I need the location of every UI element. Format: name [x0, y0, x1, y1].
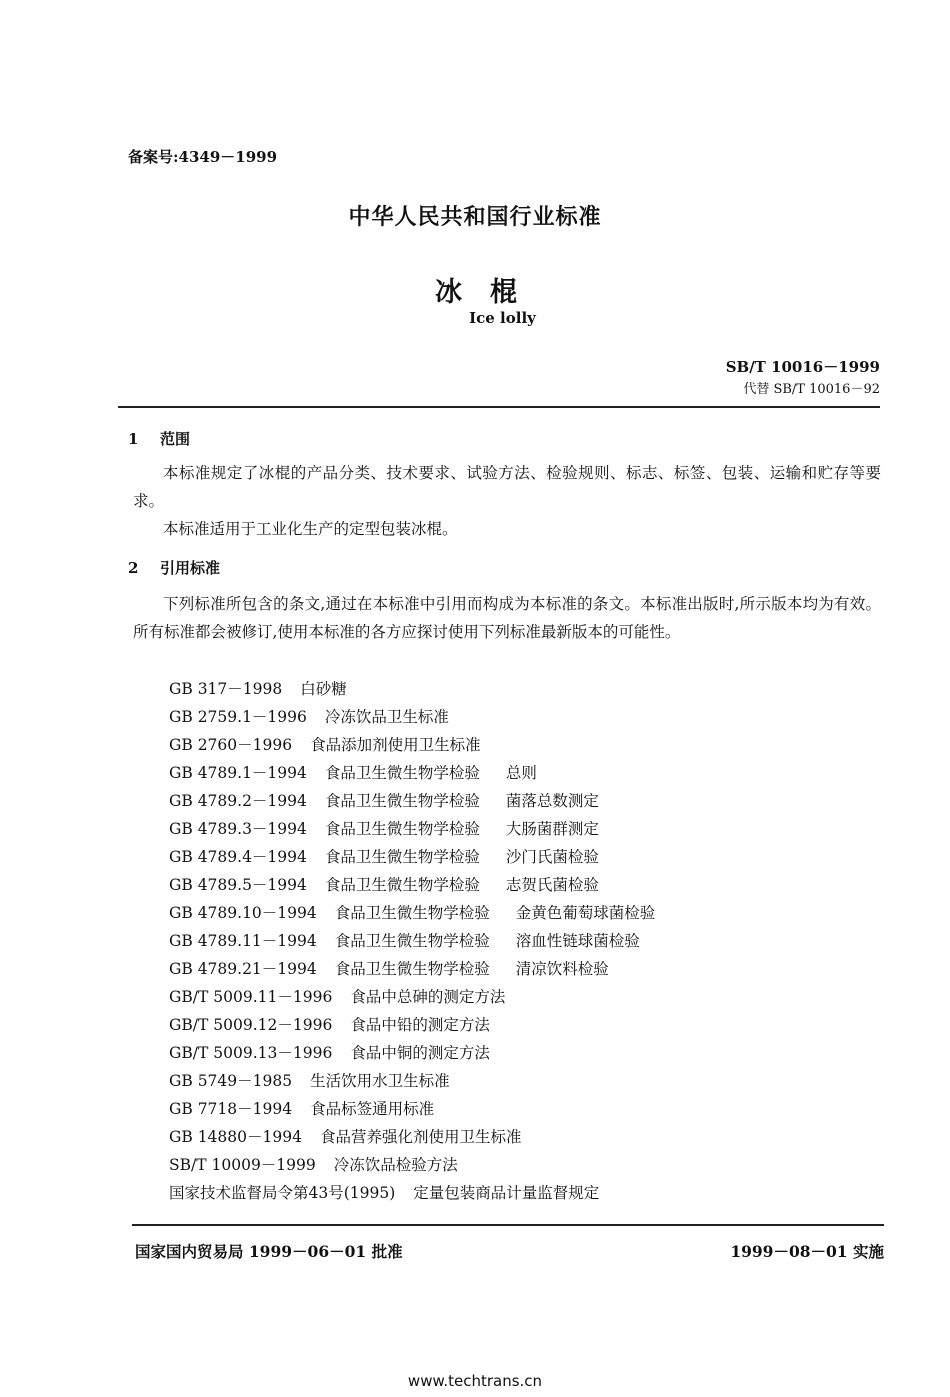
section-title: 范围 — [160, 430, 191, 448]
reference-item — [169, 1123, 655, 1151]
standard-type-heading: 中华人民共和国行业标准 — [348, 204, 602, 230]
reference-subtitle: 溶血性链球菌检验 — [515, 932, 640, 950]
section-title: 引用标准 — [160, 559, 221, 577]
reference-item — [169, 843, 655, 871]
reference-name: 食品卫生微生物学检验 — [324, 876, 480, 894]
reference-item — [169, 1039, 655, 1067]
reference-name: 食品中铜的测定方法 — [350, 1044, 490, 1062]
reference-code: GB 5749－1985 — [169, 1072, 293, 1090]
reference-name: 食品卫生微生物学检验 — [324, 848, 480, 866]
section-number: 1 — [128, 430, 139, 448]
reference-name: 食品卫生微生物学检验 — [334, 932, 490, 950]
reference-code: GB 4789.4－1994 — [169, 848, 307, 866]
reference-subtitle: 清凉饮料检验 — [515, 960, 609, 978]
reference-name: 食品卫生微生物学检验 — [334, 904, 490, 922]
reference-item — [169, 871, 655, 899]
reference-name: 食品标签通用标准 — [310, 1100, 435, 1118]
reference-subtitle: 沙门氏菌检验 — [505, 848, 599, 866]
reference-code: GB 4789.21－1994 — [169, 960, 317, 978]
reference-item — [169, 675, 655, 703]
reference-item — [169, 1011, 655, 1039]
reference-code: GB/T 5009.11－1996 — [169, 988, 333, 1006]
reference-item — [169, 1179, 655, 1207]
reference-name: 白砂糖 — [300, 680, 347, 698]
reference-code: 国家技术监督局令第43号(1995) — [169, 1184, 396, 1202]
reference-code: GB 4789.2－1994 — [169, 792, 307, 810]
reference-name: 冷冻饮品卫生标准 — [324, 708, 449, 726]
reference-name: 食品添加剂使用卫生标准 — [310, 736, 481, 754]
reference-name: 食品卫生微生物学检验 — [324, 764, 480, 782]
reference-item — [169, 927, 655, 955]
scope-paragraph-2: 本标准适用于工业化生产的定型包装冰棍。 — [163, 520, 458, 538]
reference-name: 定量包装商品计量监督规定 — [413, 1184, 600, 1202]
reference-code: GB 14880－1994 — [169, 1128, 302, 1146]
reference-subtitle: 总则 — [505, 764, 537, 782]
reference-item — [169, 731, 655, 759]
reference-name: 食品卫生微生物学检验 — [324, 820, 480, 838]
reference-item — [169, 815, 655, 843]
reference-item — [169, 759, 655, 787]
reference-name: 食品营养强化剂使用卫生标准 — [319, 1128, 522, 1146]
section-number: 2 — [128, 559, 139, 577]
reference-list — [169, 675, 655, 1207]
reference-subtitle: 金黄色葡萄球菌检验 — [515, 904, 656, 922]
reference-code: GB 4789.3－1994 — [169, 820, 307, 838]
replaces-standard: 代替 SB/T 10016－92 — [743, 382, 880, 397]
reference-name: 食品卫生微生物学检验 — [324, 792, 480, 810]
reference-subtitle: 菌落总数测定 — [505, 792, 599, 810]
reference-name: 食品卫生微生物学检验 — [334, 960, 490, 978]
reference-item — [169, 787, 655, 815]
footer-divider — [132, 1224, 884, 1226]
reference-subtitle: 志贺氏菌检验 — [505, 876, 599, 894]
document-title: 冰棍 — [435, 277, 545, 308]
reference-name: 食品中总砷的测定方法 — [350, 988, 506, 1006]
reference-code: GB 4789.1－1994 — [169, 764, 307, 782]
implementation-date: 1999－08－01 实施 — [730, 1242, 884, 1261]
reference-code: GB 2760－1996 — [169, 736, 293, 754]
reference-code: GB/T 5009.13－1996 — [169, 1044, 333, 1062]
reference-name: 冷冻饮品检验方法 — [333, 1156, 458, 1174]
section-heading-references — [128, 557, 220, 578]
standard-code: SB/T 10016－1999 — [725, 358, 880, 376]
reference-name: 生活饮用水卫生标准 — [310, 1072, 450, 1090]
reference-code: GB/T 5009.12－1996 — [169, 1016, 333, 1034]
reference-item — [169, 703, 655, 731]
reference-code: GB 4789.10－1994 — [169, 904, 317, 922]
reference-item — [169, 899, 655, 927]
reference-code: SB/T 10009－1999 — [169, 1156, 316, 1174]
reference-code: GB 7718－1994 — [169, 1100, 293, 1118]
approval-statement: 国家国内贸易局 1999－06－01 批准 — [135, 1242, 403, 1261]
source-watermark: www.techtrans.cn — [407, 1372, 543, 1390]
registration-number: 备案号:4349－1999 — [128, 148, 278, 166]
reference-item — [169, 1067, 655, 1095]
section-heading-scope — [128, 428, 190, 449]
reference-item — [169, 955, 655, 983]
reference-item — [169, 1095, 655, 1123]
reference-subtitle: 大肠菌群测定 — [505, 820, 599, 838]
document-title-english: Ice lolly — [469, 309, 536, 327]
reference-code: GB 4789.11－1994 — [169, 932, 317, 950]
reference-code: GB 2759.1－1996 — [169, 708, 307, 726]
reference-code: GB 4789.5－1994 — [169, 876, 307, 894]
references-intro-paragraph: 下列标准所包含的条文,通过在本标准中引用而构成为本标准的条文。本标准出版时,所示版本均为有效。所有标准都会被修订,使用本标准的各方应探讨使用下列标准最新版本的可能性。 — [133, 595, 881, 641]
header-divider — [118, 406, 880, 408]
reference-name: 食品中铅的测定方法 — [350, 1016, 490, 1034]
scope-paragraph-1: 本标准规定了冰棍的产品分类、技术要求、试验方法、检验规则、标志、标签、包装、运输和贮存等要求。 — [133, 464, 881, 510]
reference-item — [169, 983, 655, 1011]
reference-code: GB 317－1998 — [169, 680, 283, 698]
reference-item — [169, 1151, 655, 1179]
